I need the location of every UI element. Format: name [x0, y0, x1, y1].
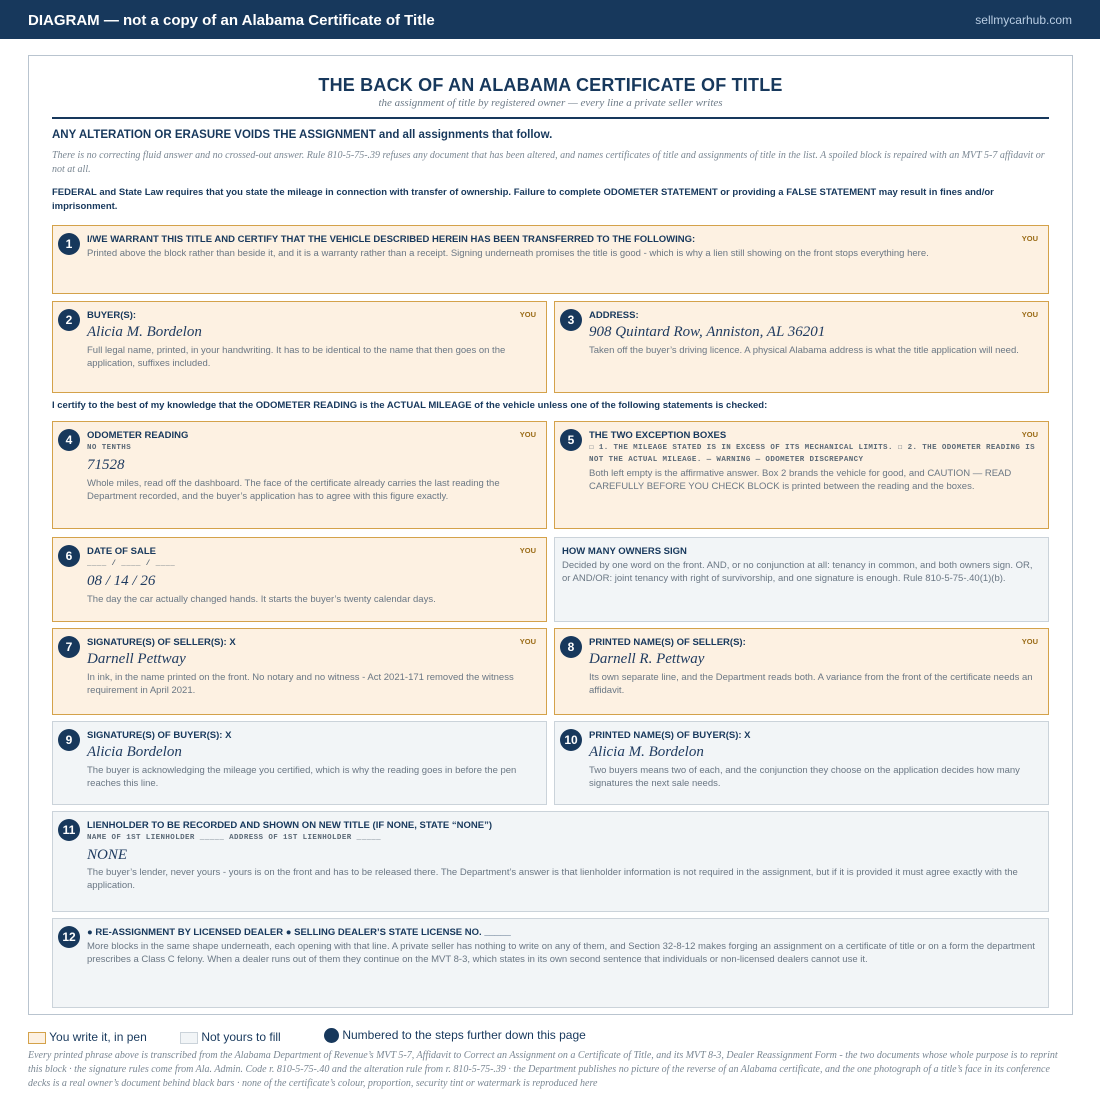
block-12-dealer-reassignment: [52, 918, 1049, 1008]
legend-pen: [28, 1030, 147, 1044]
legend-numbered: [324, 1028, 586, 1043]
title-rule: [52, 117, 1049, 119]
block-label: ADDRESS:: [589, 310, 639, 321]
block-label: SIGNATURE(S) OF SELLER(S): X: [87, 637, 236, 648]
page-title: THE BACK OF AN ALABAMA CERTIFICATE OF TITLE: [318, 75, 783, 95]
block-label: PRINTED NAME(S) OF SELLER(S):: [589, 637, 746, 648]
block-9-buyer-signature: [52, 721, 547, 805]
buyer-name-value: Alicia M. Bordelon: [87, 324, 202, 340]
you-tag: YOU: [519, 430, 536, 439]
alteration-note: There is no correcting fluid answer and no crossed-out answer. Rule 810-5-75-.39 refuses any document that has been altered, and names certificates of title and assignments of title in the list. A spoiled block is repaired with an MVT 5-7 affidavit or not at all.: [52, 150, 1045, 175]
step-number: 10: [560, 729, 582, 751]
step-number: 9: [58, 729, 80, 751]
step-number: 1: [58, 233, 80, 255]
buyer-signature-value: Alicia Bordelon: [87, 744, 182, 760]
block-label: ODOMETER READING: [87, 430, 189, 441]
block-description: Printed above the block rather than beside it, and it is a warranty rather than a receipt. Signing underneath promises the title is good - which is why a lien still showing on the front stops everything here.: [87, 248, 929, 259]
you-tag: YOU: [1021, 637, 1038, 646]
block-label: I/WE WARRANT THIS TITLE AND CERTIFY THAT THE VEHICLE DESCRIBED HEREIN HAS BEEN TRANSFERRED TO THE FOLLOWING:: [87, 234, 696, 245]
block-label: THE TWO EXCEPTION BOXES: [589, 430, 727, 441]
how-many-owners-note: [554, 537, 1049, 622]
you-tag: YOU: [1021, 310, 1038, 319]
block-sublabel: NO TENTHS: [87, 444, 132, 452]
address-value: 908 Quintard Row, Anniston, AL 36201: [589, 324, 826, 340]
block-description: Two buyers means two of each, and the conjunction they choose on the application decides how many signatures the next sale needs.: [589, 765, 1020, 789]
site-link[interactable]: sellmycarhub.com: [975, 13, 1072, 27]
block-description: Decided by one word on the front. AND, or no conjunction at all: tenancy in common, and both owners sign. OR, or AND/OR: joint tenancy with right of survivorship, and one signature is enough. Rule 810-5-75-.40(1)(b).: [562, 560, 1033, 584]
block-description: Taken off the buyer’s driving licence. A physical Alabama address is what the title application will need.: [589, 345, 1019, 356]
block-description: Full legal name, printed, in your handwriting. It has to be identical to the name that then goes on the application, suffixes included.: [87, 345, 506, 369]
step-number: 11: [58, 819, 80, 841]
odometer-certification: I certify to the best of my knowledge that the ODOMETER READING is the ACTUAL MILEAGE of the vehicle unless one of the following statements is checked:: [52, 400, 768, 411]
block-label: BUYER(S):: [87, 310, 137, 321]
step-number: 2: [58, 309, 80, 331]
block-description: Both left empty is the affirmative answer. Box 2 brands the vehicle for good, and CAUTION — READ CAREFULLY BEFORE YOU CHECK BLOCK is printed between the reading and the boxes.: [589, 468, 1012, 492]
block-label: DATE OF SALE: [87, 546, 156, 557]
block-4-odometer: [52, 421, 547, 529]
legend-label: You write it, in pen: [49, 1030, 147, 1044]
odometer-value: 71528: [87, 457, 125, 473]
header-title: DIAGRAM — not a copy of an Alabama Certificate of Title: [28, 12, 435, 29]
pen-swatch: [28, 1032, 46, 1044]
block-7-seller-signature: [52, 628, 547, 715]
block-label: ● RE-ASSIGNMENT BY LICENSED DEALER ● SELLING DEALER’S STATE LICENSE NO. _____: [87, 927, 511, 938]
you-tag: YOU: [1021, 234, 1038, 243]
you-tag: YOU: [519, 310, 536, 319]
legend-label: Numbered to the steps further down this page: [342, 1028, 586, 1042]
seller-printed-name-value: Darnell R. Pettway: [589, 651, 705, 667]
block-label: SIGNATURE(S) OF BUYER(S): X: [87, 730, 232, 741]
header-bar: [0, 0, 1100, 39]
block-6-date-of-sale: [52, 537, 547, 622]
block-description: The buyer’s lender, never yours - yours is on the front and has to be released there. The Department’s answer is that lienholder information is not required in the assignment, but if it is provided it must agree exactly with the application.: [87, 867, 1018, 891]
lienholder-value: NONE: [87, 847, 128, 863]
block-label: LIENHOLDER TO BE RECORDED AND SHOWN ON NEW TITLE (IF NONE, STATE “NONE”): [87, 820, 492, 831]
step-number: 3: [560, 309, 582, 331]
you-tag: YOU: [1021, 430, 1038, 439]
step-number: 6: [58, 545, 80, 567]
step-number: 7: [58, 636, 80, 658]
you-tag: YOU: [519, 546, 536, 555]
source-footnote: Every printed phrase above is transcribed from the Alabama Department of Revenue’s MVT 5-7, Affidavit to Correct an Assignment on a Certificate of Title, and its MVT 8-3, Dealer Reassignment Form - the two documents whose whole purpose is to reprint this block · the signature rules come from Ala. Admin. Code r. 810-5-75-.40 and the alteration rule from r. 810-5-75-.39 · the Department publishes no picture of the reverse of an Alabama certificate, and the one photograph of a title’s face in its conference decks is a real owner’s document behind black bars · none of the certificate’s colour, proportion, security tint or watermark is reproduced here: [28, 1050, 1058, 1089]
block-2-buyer: [52, 301, 547, 393]
step-number: 8: [560, 636, 582, 658]
block-1-warranty: [52, 225, 1049, 294]
step-dot-icon: [324, 1028, 339, 1043]
you-tag: YOU: [519, 637, 536, 646]
block-8-seller-printed-name: [554, 628, 1049, 715]
seller-signature-value: Darnell Pettway: [87, 651, 186, 667]
block-3-address: [554, 301, 1049, 393]
not-yours-swatch: [180, 1032, 198, 1044]
step-number: 4: [58, 429, 80, 451]
block-description: The buyer is acknowledging the mileage you certified, which is why the reading goes in before the pen reaches this line.: [87, 765, 517, 789]
block-description: Its own separate line, and the Department reads both. A variance from the front of the certificate needs an affidavit.: [589, 672, 1033, 696]
certificate-back-diagram: [28, 55, 1073, 1015]
alteration-heading: ANY ALTERATION OR ERASURE VOIDS THE ASSIGNMENT and all assignments that follow.: [52, 129, 553, 141]
block-description: Whole miles, read off the dashboard. The face of the certificate already carries the last reading the Department recorded, and the buyer’s application has to agree with this figure exactly.: [87, 478, 500, 502]
step-number: 12: [58, 926, 80, 948]
block-5-exception-boxes: [554, 421, 1049, 529]
legend-label: Not yours to fill: [201, 1030, 281, 1044]
exception-checkboxes: ☐ 1. THE MILEAGE STATED IS IN EXCESS OF ITS MECHANICAL LIMITS. ☐ 2. THE ODOMETER READING IS NOT THE ACTUAL MILEAGE. — WARNING — ODOMETER DISCREPANCY: [589, 444, 1035, 464]
block-description: The day the car actually changed hands. It starts the buyer’s twenty calendar days.: [87, 594, 436, 605]
block-description: More blocks in the same shape underneath, each opening with that line. A private seller has nothing to write on any of them, and Section 32-8-12 makes forging an assignment on a certificate of title or on a form the department prescribes a Class C felony. When a dealer runs out of them they continue on the MVT 8-3, which states in its own second sentence that individuals or non-licensed dealers cannot use it.: [87, 941, 1035, 965]
block-10-buyer-printed-name: [554, 721, 1049, 805]
date-blanks: ____ / ____ / ____: [87, 560, 176, 568]
page-subtitle: the assignment of title by registered owner — every line a private seller writes: [378, 97, 723, 109]
block-label: HOW MANY OWNERS SIGN: [562, 546, 687, 557]
lienholder-blanks: NAME OF 1ST LIENHOLDER _____ ADDRESS OF 1ST LIENHOLDER _____: [87, 834, 382, 842]
buyer-printed-name-value: Alicia M. Bordelon: [589, 744, 704, 760]
block-label: PRINTED NAME(S) OF BUYER(S): X: [589, 730, 751, 741]
legend-not-yours: [180, 1030, 281, 1044]
date-value: 08 / 14 / 26: [87, 573, 156, 589]
block-11-lienholder: [52, 811, 1049, 912]
block-description: In ink, in the name printed on the front. No notary and no witness - Act 2021-171 removed the witness requirement in April 2021.: [87, 672, 514, 696]
federal-warning: FEDERAL and State Law requires that you state the mileage in connection with transfer of ownership. Failure to complete ODOMETER STATEMENT or providing a FALSE STATEMENT may result in fines and/or imprisonment.: [52, 187, 994, 212]
step-number: 5: [560, 429, 582, 451]
